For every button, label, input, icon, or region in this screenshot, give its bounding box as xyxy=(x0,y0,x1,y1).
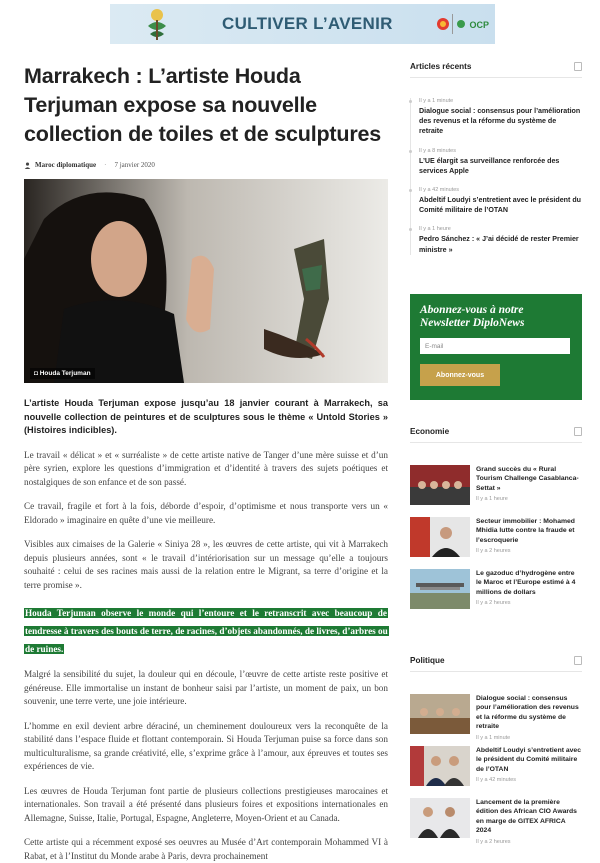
recent-list xyxy=(410,98,582,255)
document-icon xyxy=(574,62,582,71)
newsletter-title: Abonnez-vous à notre Newsletter DiploNews xyxy=(420,304,525,329)
news-title-link[interactable]: Le gazoduc d’hydrogène entre le Maroc et l’Europe estimé à 4 millions de dollars xyxy=(476,570,576,596)
recent-articles-heading xyxy=(410,62,582,78)
article-header xyxy=(24,62,388,377)
list-item[interactable] xyxy=(419,226,582,254)
news-thumbnail xyxy=(410,694,470,734)
article-paragraph: Malgré la sensibilité du sujet, la douleur qui en découle, l’œuvre de cette artiste reste positive et généreuse. Elle immortalise un instant de bonheur saisi par l’artiste, un moment de paix, un bon souvenir, une terre verte, une joie intérieure. xyxy=(24,669,388,706)
document-icon xyxy=(574,656,582,665)
recent-title-link[interactable]: Abdeltif Loudyi s’entretient avec le président du Comité militaire de l’OTAN xyxy=(419,196,582,215)
article-lead: L’artiste Houda Terjuman expose jusqu’au 18 janvier courant à Marrakech, sa nouvelle collection de peintures et de sculptures sous le thème « Untold Stories » (Histoires indicibles). xyxy=(24,398,388,435)
news-time: Il y a 2 heures xyxy=(476,838,511,845)
ad-banner-text: CULTIVER L’AVENIR xyxy=(222,14,393,33)
economie-widget xyxy=(410,427,582,609)
news-time: Il y a 1 minute xyxy=(476,734,511,741)
user-icon xyxy=(24,162,31,169)
recent-title-link[interactable]: Pedro Sánchez : « J’ai décidé de rester Premier ministre » xyxy=(419,235,579,254)
photo-caption xyxy=(30,368,95,379)
newsletter-box xyxy=(410,294,582,400)
recent-time: Il y a 8 minutes xyxy=(419,147,456,154)
news-card[interactable] xyxy=(410,798,582,845)
article-date: 7 janvier 2020 xyxy=(114,161,155,169)
recent-time: Il y a 1 heure xyxy=(419,226,451,233)
news-thumbnail xyxy=(410,569,470,609)
ocp-logo-text: OCP xyxy=(469,20,489,30)
recent-heading-label: Articles récents xyxy=(410,62,472,71)
article-body xyxy=(24,397,388,863)
politique-heading-label: Politique xyxy=(410,656,445,665)
highlight-block xyxy=(24,603,388,657)
news-card[interactable] xyxy=(410,746,582,786)
news-thumbnail xyxy=(410,798,470,838)
news-thumbnail xyxy=(410,517,470,557)
news-time: Il y a 2 heures xyxy=(476,600,511,607)
recent-articles-widget xyxy=(410,62,582,266)
photo-caption-text: Houda Terjuman xyxy=(39,370,91,377)
email-field[interactable]: E-mail xyxy=(420,338,570,354)
news-title-link[interactable]: Lancement de la première édition des African CIO Awards en marge de GITEX AFRICA 2024 xyxy=(476,799,577,835)
ad-emblem-icon xyxy=(142,6,172,42)
artist-photo-illustration xyxy=(24,179,388,383)
news-thumbnail xyxy=(410,465,470,505)
list-item[interactable] xyxy=(419,148,582,176)
article-photo xyxy=(24,179,388,383)
news-card[interactable] xyxy=(410,569,582,609)
article-author[interactable]: Maroc diplomatique xyxy=(35,161,97,169)
article-paragraph: Les œuvres de Houda Terjuman font partie de plusieurs collections prestigieuses marocaines et internationales. Son travail a été présenté dans plusieurs foires et expositions internationales en Allemagne, Suisse, Italie, Portugal, Espagne, Angleterre, Moyen-Orient et au Canada. xyxy=(24,785,388,823)
news-thumbnail xyxy=(410,746,470,786)
article-title: Marrakech : L’artiste Houda Terjuman expose sa nouvelle collection de toiles et de sculptures xyxy=(24,64,381,146)
news-title-link[interactable]: Secteur immobilier : Mohamed Mhidia lutte contre la fraude et l’escroquerie xyxy=(476,518,575,544)
article-paragraph: Ce travail, fragile et fort à la fois, déborde d’espoir, d’optimisme et nous transporte vers un « Eldorado » imaginaire en quête d’une vie meilleure. xyxy=(24,501,388,525)
list-item[interactable] xyxy=(419,187,582,215)
ad-banner[interactable] xyxy=(110,4,495,44)
recent-title-link[interactable]: L’UE élargit sa surveillance renforcée des services Apple xyxy=(419,156,560,175)
document-icon xyxy=(574,427,582,436)
recent-time: Il y a 42 minutes xyxy=(419,187,460,194)
news-time: Il y a 2 heures xyxy=(476,548,511,555)
article-paragraph: L’homme en exil devient arbre déraciné, un cheminement douloureux vers la reconquête de la stabilité dans l’espace fluide et flottant contemporain. Si Houda Terjuman puise sa force dans son multiculturalisme, sa grande créativité, elle, s’exprime grâce à l’amour, aux épreuves et toutes ses expériences de vie. xyxy=(24,720,388,771)
article-paragraph: Cette artiste qui a récemment exposé ses oeuvres au Musée d’Art contemporain Mohammed VI à Rabat, et à l’Institut du Monde arabe à Paris, devra prochainement xyxy=(24,837,388,861)
article-paragraph: Le travail « délicat » et « surréaliste » de cette artiste native de Tanger d’une mère suisse et d’un père syrien, explore les questions d’immigration et d’identité à travers des sujets poétiques et nostalgiques de son enfance et de son passé. xyxy=(24,449,388,487)
news-time: Il y a 42 minutes xyxy=(476,777,517,784)
politique-heading xyxy=(410,656,582,672)
news-title-link[interactable]: Grand succès du « Rural Tourism Challenge Casablanca-Settat » xyxy=(476,466,579,492)
news-title-link[interactable]: Abdeltif Loudyi s’entretient avec le président du Comité militaire de l’OTAN xyxy=(476,747,581,773)
meta-separator: · xyxy=(104,161,107,169)
news-card[interactable] xyxy=(410,517,582,557)
news-card[interactable] xyxy=(410,694,582,741)
list-item[interactable] xyxy=(419,98,582,137)
economie-heading-label: Economie xyxy=(410,427,450,436)
recent-title-link[interactable]: Dialogue social : consensus pour l’amélioration des revenus et la réforme du système de retraite xyxy=(419,107,581,136)
economie-heading xyxy=(410,427,582,443)
article-meta xyxy=(24,160,388,170)
recent-time: Il y a 1 minute xyxy=(419,98,454,104)
news-title-link[interactable]: Dialogue social : consensus pour l’amélioration des revenus et la réforme du système de retraite xyxy=(476,695,579,731)
highlight-quote: Houda Terjuman observe le monde qui l’entoure et le retranscrit avec beaucoup de tendresse à travers des bouts de terre, de racines, d’objets abandonnés, de livres, d’arbres ou de ruines. xyxy=(25,608,388,654)
camera-icon: ◘ xyxy=(34,370,40,377)
politique-widget xyxy=(410,656,582,845)
article-paragraph: Visibles aux cimaises de la Galerie « Siniya 28 », les œuvres de cette artiste, qui vit à Marrakech depuis plusieurs années, sont « le travail d’intériorisation sur un message qu’elle a toujours souhaité : celui de ses racines mais aussi de la relation entre le Migrant, sa terre d’origine et la terre promise ». xyxy=(24,539,388,590)
news-time: Il y a 1 heure xyxy=(476,496,508,503)
subscribe-button[interactable]: Abonnez-vous xyxy=(420,364,500,386)
news-card[interactable] xyxy=(410,465,582,505)
